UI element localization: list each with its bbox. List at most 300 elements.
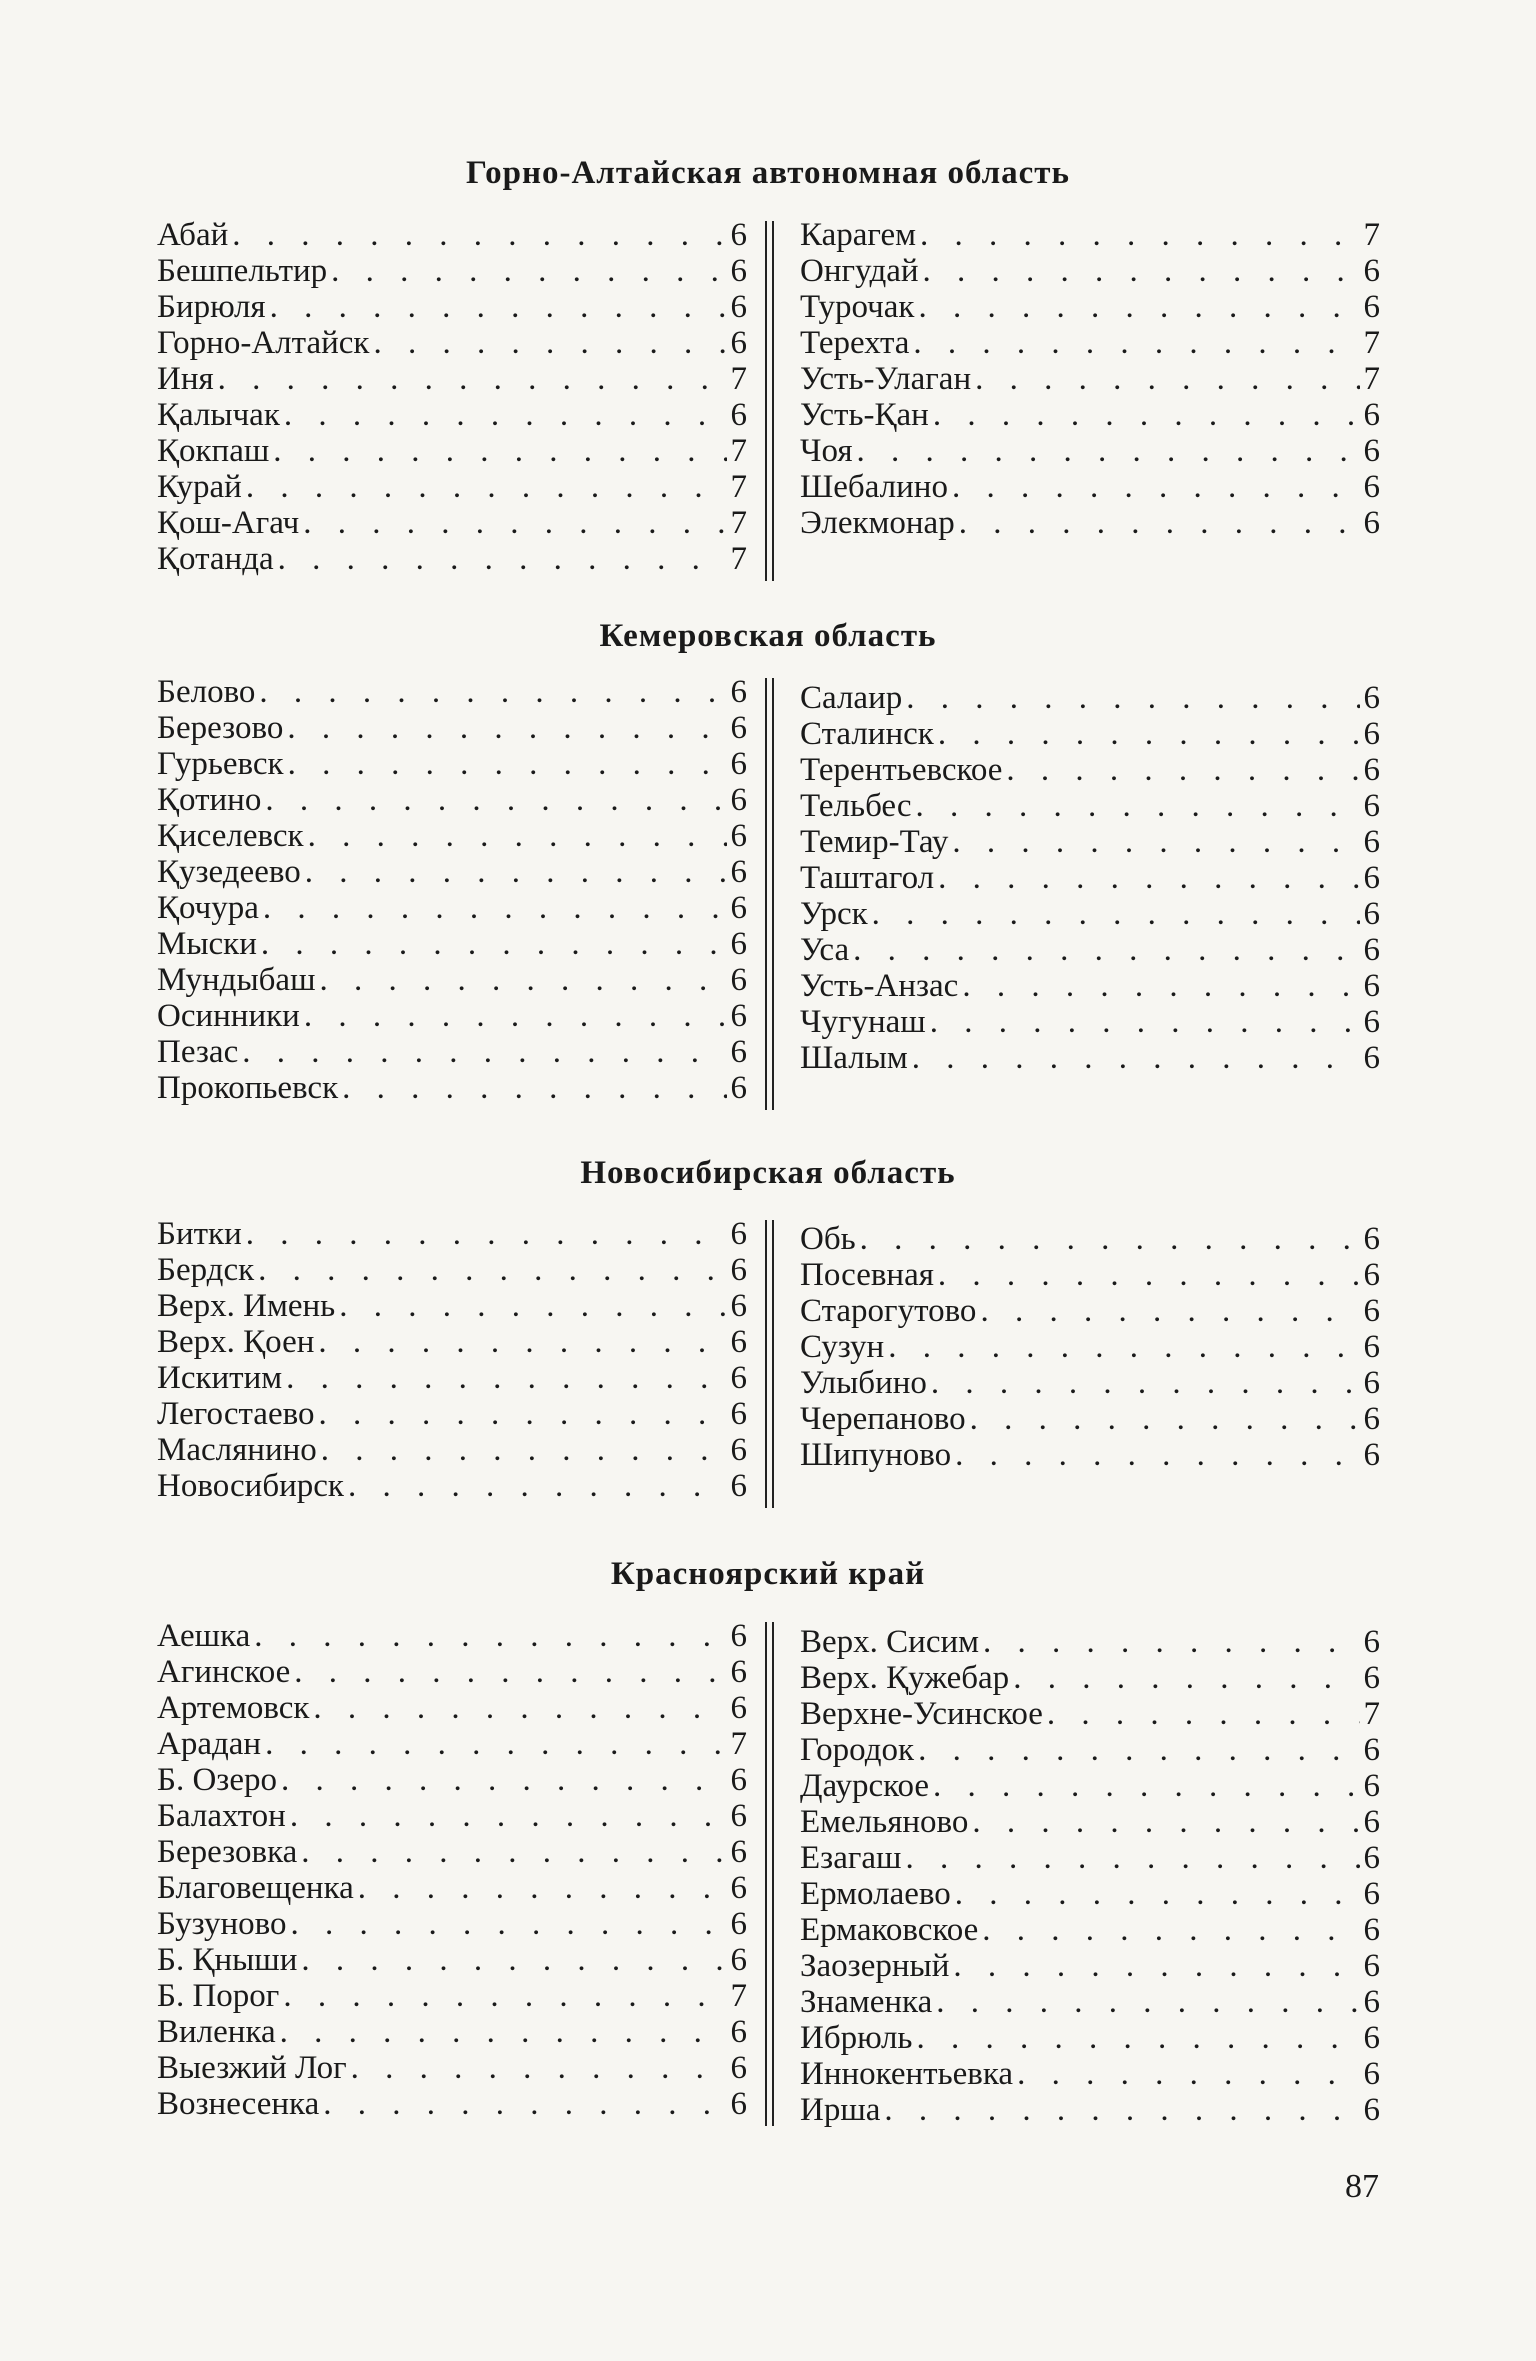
place-name: Легостаево <box>157 1396 315 1432</box>
dot-leader <box>323 2086 726 2122</box>
place-value: 6 <box>1363 1948 1380 1984</box>
dot-leader <box>980 1293 1359 1329</box>
place-value: 7 <box>730 433 747 469</box>
place-name: Бузуново <box>157 1906 287 1942</box>
list-item <box>800 680 1380 716</box>
right-column <box>800 1624 1380 2128</box>
place-name: Вознесенка <box>157 2086 320 2122</box>
list-item <box>157 962 747 998</box>
place-name: Қочура <box>157 890 259 926</box>
dot-leader <box>905 1840 1359 1876</box>
dot-leader <box>218 361 727 397</box>
dot-leader <box>923 253 1360 289</box>
place-value: 6 <box>1363 1257 1380 1293</box>
dot-leader <box>860 1221 1360 1257</box>
place-name: Искитим <box>157 1360 283 1396</box>
place-name: Бердск <box>157 1252 255 1288</box>
dot-leader <box>278 541 727 577</box>
list-item <box>157 361 747 397</box>
place-name: Маслянино <box>157 1432 317 1468</box>
place-name: Знаменка <box>800 1984 933 2020</box>
list-item <box>800 1768 1380 1804</box>
place-name: Терехта <box>800 325 910 361</box>
dot-leader <box>265 782 726 818</box>
list-item <box>800 1948 1380 1984</box>
dot-leader <box>305 854 727 890</box>
list-item <box>800 1876 1380 1912</box>
place-value: 6 <box>730 1396 747 1432</box>
place-name: Абай <box>157 217 229 253</box>
place-name: Б. Қныши <box>157 1942 298 1978</box>
section-heading: Кемеровская область <box>599 618 937 654</box>
place-name: Березово <box>157 710 284 746</box>
place-name: Усть-Анзас <box>800 968 959 1004</box>
place-value: 6 <box>730 710 747 746</box>
place-name: Ермолаево <box>800 1876 951 1912</box>
list-item <box>800 896 1380 932</box>
dot-leader <box>916 2020 1359 2056</box>
place-value: 6 <box>1363 1004 1380 1040</box>
dot-leader <box>972 1804 1359 1840</box>
dot-leader <box>288 746 727 782</box>
place-name: Қалычак <box>157 397 280 433</box>
dot-leader <box>1047 1696 1360 1732</box>
dot-leader <box>287 710 726 746</box>
dot-leader <box>242 1034 726 1070</box>
dot-leader <box>970 1401 1360 1437</box>
dot-leader <box>872 896 1360 932</box>
place-name: Турочак <box>800 289 915 325</box>
dot-leader <box>320 962 727 998</box>
dot-leader <box>955 1437 1359 1473</box>
list-item <box>157 710 747 746</box>
place-name: Б. Озеро <box>157 1762 277 1798</box>
place-value: 6 <box>730 1216 747 1252</box>
dot-leader <box>258 1252 726 1288</box>
place-name: Арадан <box>157 1726 262 1762</box>
dot-leader <box>291 1906 727 1942</box>
place-name: Черепаново <box>800 1401 966 1437</box>
place-value: 6 <box>730 1942 747 1978</box>
list-item <box>157 2050 747 2086</box>
dot-leader <box>938 860 1359 896</box>
place-name: Выезжий Лог <box>157 2050 347 2086</box>
dot-leader <box>936 1984 1359 2020</box>
place-name: Старогутово <box>800 1293 977 1329</box>
column-divider <box>765 678 774 1110</box>
place-value: 6 <box>730 890 747 926</box>
place-name: Қотанда <box>157 541 274 577</box>
place-value: 6 <box>730 217 747 253</box>
place-value: 6 <box>1363 752 1380 788</box>
place-value: 6 <box>730 1252 747 1288</box>
dot-leader <box>920 217 1360 253</box>
place-name: Верх. Имень <box>157 1288 336 1324</box>
column-divider <box>765 1622 774 2126</box>
place-value: 6 <box>730 1870 747 1906</box>
place-value: 6 <box>1363 1840 1380 1876</box>
place-value: 6 <box>1363 896 1380 932</box>
dot-leader <box>303 505 726 541</box>
list-item <box>800 469 1380 505</box>
place-value: 6 <box>1363 860 1380 896</box>
place-value: 7 <box>730 505 747 541</box>
place-name: Шебалино <box>800 469 948 505</box>
section-heading: Новосибирская область <box>580 1155 956 1191</box>
place-value: 6 <box>730 1798 747 1834</box>
list-item <box>800 253 1380 289</box>
list-item <box>157 890 747 926</box>
dot-leader <box>318 1396 726 1432</box>
place-value: 6 <box>730 674 747 710</box>
list-item <box>157 2014 747 2050</box>
list-item <box>800 217 1380 253</box>
dot-leader <box>982 1912 1359 1948</box>
dot-leader <box>373 325 726 361</box>
dot-leader <box>318 1324 726 1360</box>
place-name: Қокпаш <box>157 433 270 469</box>
place-value: 6 <box>730 926 747 962</box>
dot-leader <box>294 1654 726 1690</box>
place-value: 6 <box>730 782 747 818</box>
dot-leader <box>259 674 726 710</box>
dot-leader <box>308 818 727 854</box>
right-column <box>800 1221 1380 1473</box>
place-name: Верх. Қужебар <box>800 1660 1010 1696</box>
place-name: Чоя <box>800 433 853 469</box>
place-value: 6 <box>730 1618 747 1654</box>
place-name: Березовка <box>157 1834 298 1870</box>
place-name: Верх. Қоен <box>157 1324 315 1360</box>
place-value: 6 <box>730 325 747 361</box>
list-item <box>800 1732 1380 1768</box>
list-item <box>157 1978 747 2014</box>
place-name: Белово <box>157 674 256 710</box>
list-item <box>800 752 1380 788</box>
list-item <box>800 433 1380 469</box>
list-item <box>800 1040 1380 1076</box>
place-value: 6 <box>1363 1912 1380 1948</box>
left-column <box>157 1618 747 2122</box>
place-value: 6 <box>1363 1876 1380 1912</box>
list-item <box>157 469 747 505</box>
place-name: Қош-Агач <box>157 505 300 541</box>
dot-leader <box>270 289 727 325</box>
dot-leader <box>913 325 1359 361</box>
dot-leader <box>265 1726 726 1762</box>
place-name: Гурьевск <box>157 746 284 782</box>
list-item <box>157 1468 747 1504</box>
list-item <box>157 433 747 469</box>
place-name: Битки <box>157 1216 242 1252</box>
place-name: Терентьевское <box>800 752 1003 788</box>
place-value: 6 <box>1363 1624 1380 1660</box>
place-value: 6 <box>1363 716 1380 752</box>
place-value: 7 <box>730 1726 747 1762</box>
place-value: 6 <box>730 2086 747 2122</box>
place-value: 6 <box>730 1906 747 1942</box>
dot-leader <box>955 1876 1360 1912</box>
right-column <box>800 680 1380 1076</box>
place-value: 6 <box>730 1070 747 1106</box>
dot-leader <box>983 1624 1359 1660</box>
place-value: 6 <box>1363 433 1380 469</box>
place-name: Городок <box>800 1732 915 1768</box>
list-item <box>157 1906 747 1942</box>
place-value: 6 <box>1363 253 1380 289</box>
place-value: 6 <box>730 1432 747 1468</box>
dot-leader <box>232 217 726 253</box>
dot-leader <box>1017 2056 1359 2092</box>
place-value: 6 <box>730 289 747 325</box>
page-number: 87 <box>1345 2168 1379 2205</box>
dot-leader <box>246 1216 727 1252</box>
list-item <box>157 1834 747 1870</box>
dot-leader <box>857 433 1360 469</box>
place-value: 6 <box>730 1690 747 1726</box>
list-item <box>157 674 747 710</box>
place-name: Тельбес <box>800 788 912 824</box>
place-name: Езагаш <box>800 1840 902 1876</box>
place-name: Виленка <box>157 2014 276 2050</box>
place-value: 6 <box>730 854 747 890</box>
place-name: Бирюля <box>157 289 266 325</box>
dot-leader <box>358 1870 727 1906</box>
place-value: 6 <box>730 962 747 998</box>
place-name: Иннокентьевка <box>800 2056 1014 2092</box>
place-name: Элекмонар <box>800 505 955 541</box>
dot-leader <box>938 716 1360 752</box>
list-item <box>157 253 747 289</box>
dot-leader <box>313 1690 726 1726</box>
place-value: 6 <box>730 2014 747 2050</box>
dot-leader <box>1013 1660 1359 1696</box>
place-value: 6 <box>1363 788 1380 824</box>
place-value: 6 <box>730 2050 747 2086</box>
list-item <box>157 998 747 1034</box>
place-name: Обь <box>800 1221 856 1257</box>
dot-leader <box>351 2050 727 2086</box>
list-item <box>157 541 747 577</box>
place-name: Артемовск <box>157 1690 310 1726</box>
place-name: Б. Порог <box>157 1978 280 2014</box>
list-item <box>157 1432 747 1468</box>
list-item <box>157 1654 747 1690</box>
list-item <box>157 926 747 962</box>
list-item <box>157 1618 747 1654</box>
dot-leader <box>281 1762 727 1798</box>
place-name: Новосибирск <box>157 1468 344 1504</box>
list-item <box>157 325 747 361</box>
place-value: 7 <box>730 361 747 397</box>
place-name: Иня <box>157 361 214 397</box>
place-name: Усть-Улаган <box>800 361 972 397</box>
list-item <box>157 818 747 854</box>
list-item <box>157 1324 747 1360</box>
dot-leader <box>261 926 727 962</box>
dot-leader <box>283 1978 726 2014</box>
right-column <box>800 217 1380 541</box>
dot-leader <box>304 998 727 1034</box>
column-divider <box>765 221 774 581</box>
place-name: Балахтон <box>157 1798 286 1834</box>
list-item <box>157 1798 747 1834</box>
place-value: 6 <box>1363 1040 1380 1076</box>
list-item <box>800 1696 1380 1732</box>
list-item <box>157 782 747 818</box>
place-name: Ермаковское <box>800 1912 979 1948</box>
place-name: Мыски <box>157 926 257 962</box>
place-name: Благовещенка <box>157 1870 354 1906</box>
place-value: 6 <box>1363 1660 1380 1696</box>
place-name: Посевная <box>800 1257 934 1293</box>
list-item <box>800 788 1380 824</box>
list-item <box>800 1257 1380 1293</box>
list-item <box>800 968 1380 1004</box>
list-item <box>800 716 1380 752</box>
place-value: 6 <box>730 253 747 289</box>
place-value: 6 <box>1363 1401 1380 1437</box>
dot-leader <box>916 788 1360 824</box>
place-name: Верхне-Усинское <box>800 1696 1043 1732</box>
place-name: Ибрюль <box>800 2020 913 2056</box>
place-value: 6 <box>730 1834 747 1870</box>
dot-leader <box>273 433 726 469</box>
list-item <box>157 1690 747 1726</box>
list-item <box>800 1437 1380 1473</box>
place-name: Онгудай <box>800 253 919 289</box>
dot-leader <box>263 890 727 926</box>
place-name: Даурское <box>800 1768 930 1804</box>
list-item <box>157 1034 747 1070</box>
place-value: 6 <box>1363 1365 1380 1401</box>
place-value: 6 <box>730 998 747 1034</box>
list-item <box>800 1329 1380 1365</box>
place-name: Қотино <box>157 782 262 818</box>
list-item <box>800 860 1380 896</box>
list-item <box>157 1070 747 1106</box>
place-value: 7 <box>1363 325 1380 361</box>
place-name: Аешка <box>157 1618 251 1654</box>
place-name: Сузун <box>800 1329 885 1365</box>
place-value: 6 <box>1363 397 1380 433</box>
section-heading: Горно-Алтайская автономная область <box>466 155 1070 191</box>
dot-leader <box>321 1432 727 1468</box>
list-item <box>800 824 1380 860</box>
place-value: 6 <box>1363 680 1380 716</box>
place-value: 6 <box>1363 289 1380 325</box>
column-divider <box>765 1220 774 1508</box>
place-name: Ирша <box>800 2092 881 2128</box>
place-value: 6 <box>730 1654 747 1690</box>
dot-leader <box>331 253 726 289</box>
list-item <box>800 2056 1380 2092</box>
place-value: 6 <box>1363 505 1380 541</box>
place-value: 7 <box>730 541 747 577</box>
list-item <box>800 289 1380 325</box>
dot-leader <box>938 1257 1360 1293</box>
dot-leader <box>246 469 727 505</box>
place-value: 7 <box>1363 217 1380 253</box>
list-item <box>800 1624 1380 1660</box>
list-item <box>157 1216 747 1252</box>
list-item <box>157 1252 747 1288</box>
place-value: 6 <box>1363 1804 1380 1840</box>
place-name: Бешпельтир <box>157 253 328 289</box>
section-heading: Красноярский край <box>610 1556 926 1592</box>
place-value: 6 <box>730 1324 747 1360</box>
place-value: 6 <box>1363 469 1380 505</box>
place-name: Курай <box>157 469 242 505</box>
list-item <box>800 1840 1380 1876</box>
dot-leader <box>339 1288 726 1324</box>
place-value: 6 <box>730 1288 747 1324</box>
place-name: Қиселевск <box>157 818 304 854</box>
place-value: 6 <box>1363 1768 1380 1804</box>
place-name: Усть-Қан <box>800 397 929 433</box>
place-name: Верх. Сисим <box>800 1624 980 1660</box>
list-item <box>157 854 747 890</box>
dot-leader <box>959 505 1360 541</box>
place-name: Улыбино <box>800 1365 927 1401</box>
place-name: Карагем <box>800 217 916 253</box>
place-value: 7 <box>730 1978 747 2014</box>
list-item <box>157 746 747 782</box>
list-item <box>157 1726 747 1762</box>
list-item <box>157 1396 747 1432</box>
list-item <box>800 361 1380 397</box>
place-name: Шипуново <box>800 1437 952 1473</box>
list-item <box>157 1870 747 1906</box>
place-value: 7 <box>1363 1696 1380 1732</box>
list-item <box>800 1365 1380 1401</box>
dot-leader <box>284 397 727 433</box>
dot-leader <box>975 361 1359 397</box>
dot-leader <box>884 2092 1359 2128</box>
list-item <box>800 1912 1380 1948</box>
place-value: 6 <box>1363 1732 1380 1768</box>
place-name: Уса <box>800 932 850 968</box>
place-name: Таштагол <box>800 860 935 896</box>
list-item <box>800 1660 1380 1696</box>
left-column <box>157 674 747 1106</box>
dot-leader <box>933 397 1360 433</box>
list-item <box>157 397 747 433</box>
dot-leader <box>888 1329 1359 1365</box>
dot-leader <box>853 932 1359 968</box>
place-value: 6 <box>1363 1984 1380 2020</box>
dot-leader <box>286 1360 726 1396</box>
place-name: Прокопьевск <box>157 1070 339 1106</box>
list-item <box>157 1288 747 1324</box>
place-value: 6 <box>730 746 747 782</box>
place-value: 6 <box>730 1034 747 1070</box>
place-value: 6 <box>1363 1293 1380 1329</box>
place-value: 6 <box>730 397 747 433</box>
place-value: 6 <box>730 1762 747 1798</box>
place-name: Горно-Алтайск <box>157 325 370 361</box>
place-value: 6 <box>730 1360 747 1396</box>
place-name: Агинское <box>157 1654 291 1690</box>
dot-leader <box>342 1070 726 1106</box>
dot-leader <box>933 1768 1359 1804</box>
place-name: Осинники <box>157 998 300 1034</box>
list-item <box>157 217 747 253</box>
dot-leader <box>952 469 1360 505</box>
place-value: 6 <box>1363 2020 1380 2056</box>
list-item <box>800 397 1380 433</box>
place-value: 6 <box>1363 968 1380 1004</box>
